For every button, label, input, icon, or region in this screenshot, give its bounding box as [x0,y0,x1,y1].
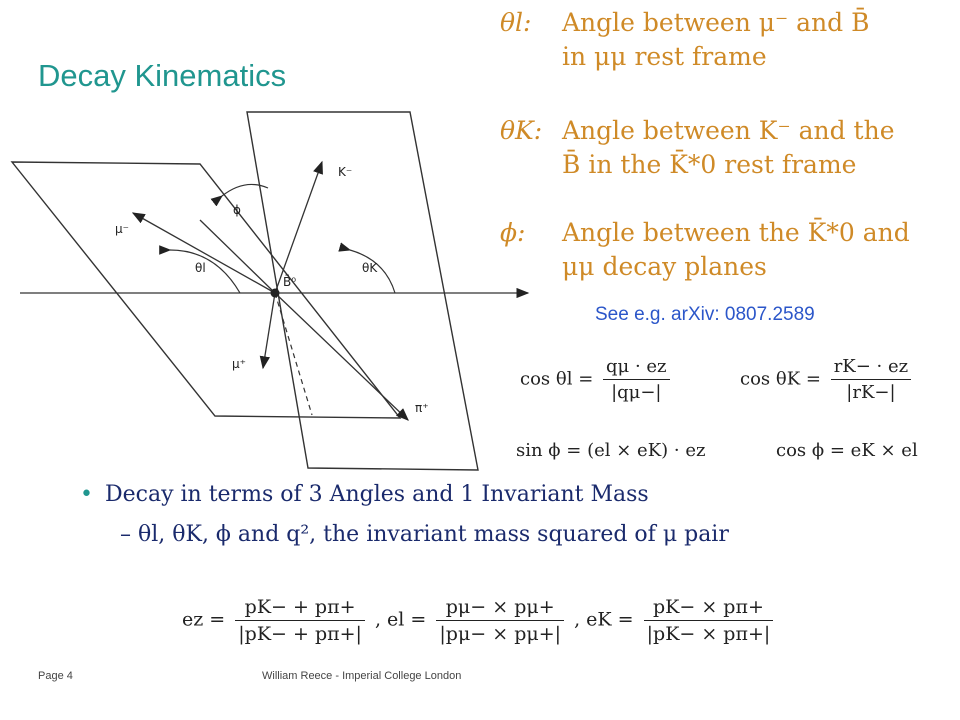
cos-theta-k-formula [740,356,915,403]
cos-phi-formula: cos ϕ = eK × el [776,440,918,461]
page-number: Page 4 [38,670,73,682]
definition-text: Angle between μ⁻ and B̄ in μμ rest frame [562,8,870,71]
definition-symbol: θK: [500,116,543,145]
el-denominator: |pμ− × pμ+| [439,623,562,645]
arxiv-reference: See e.g. arXiv: 0807.2589 [595,304,815,325]
b0-label: B̄⁰ [283,275,297,289]
bullet-dot-icon: • [80,482,93,507]
k-minus-arrow [275,162,322,293]
theta-l-label: θl [195,261,206,275]
mu-minus-label: μ⁻ [115,222,129,236]
definition-symbol: ϕ: [500,218,526,247]
definition-text: Angle between K⁻ and the B̄ in the K̄*0 rest frame [562,116,895,179]
page-title: Decay Kinematics [38,58,287,93]
footer-author: William Reece - Imperial College London [262,670,462,682]
ez-numerator: pK− + pπ+ [235,596,365,621]
ek-numerator: pK− × pπ+ [644,596,774,621]
el-numerator: pμ− × pμ+ [436,596,564,621]
ez-lhs: ez = [182,608,226,631]
formula-denominator: |rK−| [846,382,896,403]
mu-plus-label: μ⁺ [232,357,246,371]
phi-label: ϕ [233,203,241,217]
ek-lhs: , eK = [574,608,634,631]
formula-lhs: cos θl = [520,368,594,390]
cos-theta-l-formula [520,356,674,403]
mu-plus-arrow [263,293,275,368]
theta-k-label: θK [362,261,378,275]
sin-phi-formula: sin ϕ = (el × eK) · ez [516,440,706,461]
unit-vector-formulas [182,596,777,645]
el-lhs: , el = [374,608,427,631]
bullet-sub: – θl, θK, ϕ and q², the invariant mass squared of μ pair [120,522,729,547]
definition-symbol: θl: [500,8,532,37]
formula-numerator: qμ · ez [603,356,670,380]
ek-denominator: |pK− × pπ+| [646,623,771,645]
k-minus-label: K⁻ [338,165,353,179]
bullet-main [80,482,649,507]
mu-minus-arrow [133,213,275,293]
pi-plus-label: π⁺ [415,401,429,415]
bullet-main-text: Decay in terms of 3 Angles and 1 Invariant Mass [104,482,649,507]
formula-denominator: |qμ−| [611,382,662,403]
formula-lhs: cos θK = [740,368,821,390]
formula-numerator: rK− · ez [831,356,911,380]
ez-denominator: |pK− + pπ+| [238,623,362,645]
b0-vertex [271,289,280,298]
decay-geometry-diagram [0,100,540,475]
definition-text: Angle between the K̄*0 and μμ decay planes [562,218,910,281]
pi-plus-arrow [275,293,408,420]
dimuon-decay-plane [12,162,400,418]
